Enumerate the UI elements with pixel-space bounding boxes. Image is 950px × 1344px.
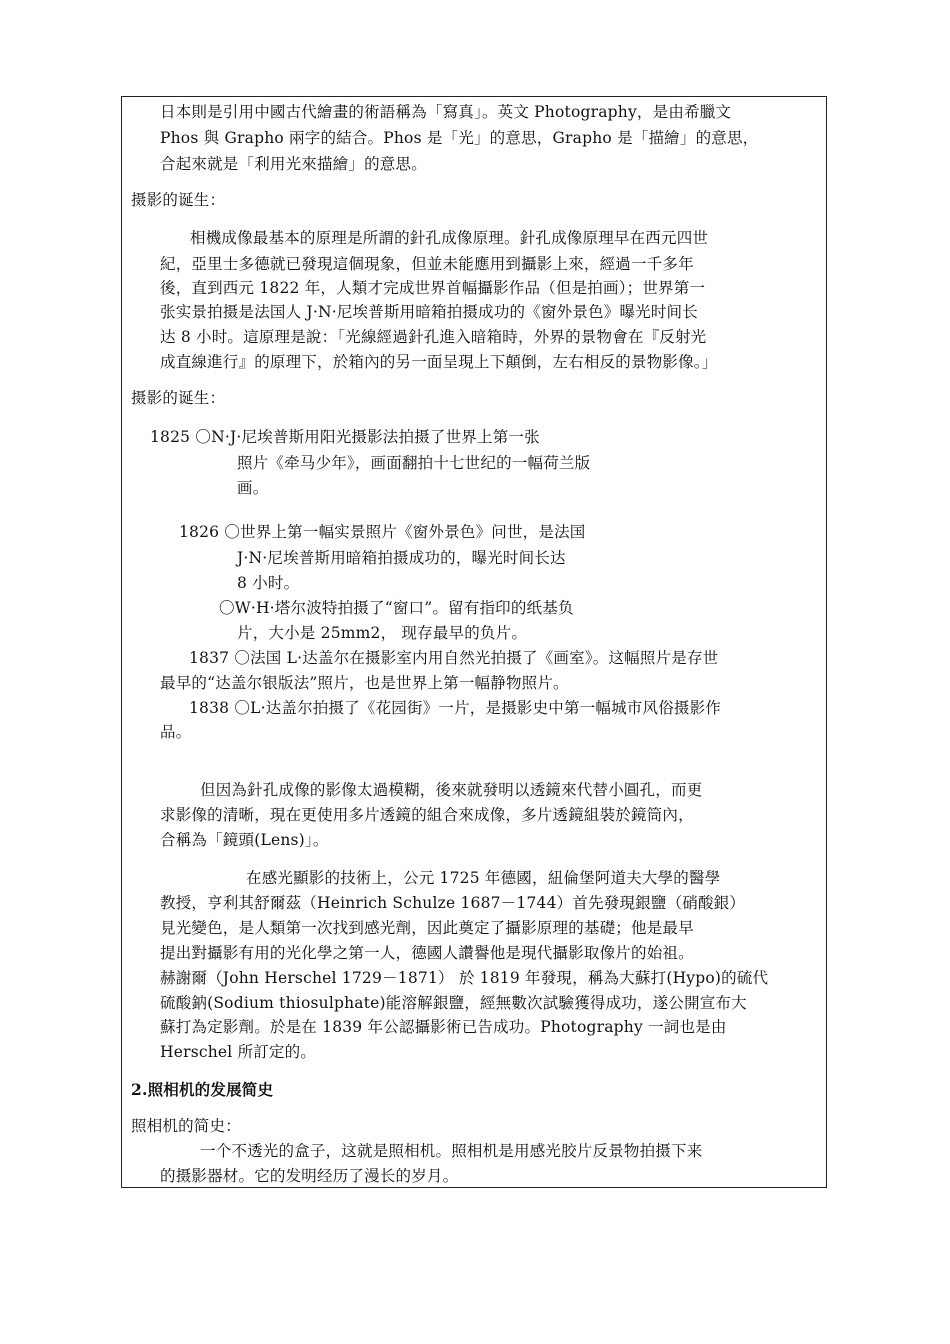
text-line: 张实景拍摄是法国人 J·N·尼埃普斯用暗箱拍摄成功的《窗外景色》曝光时间长: [160, 303, 698, 321]
text-line: 达 8 小时。這原理是說：「光線經過針孔進入暗箱時，外界的景物會在『反射光: [160, 328, 707, 346]
text-line: 提出對攝影有用的光化學之第一人，德國人讚譽他是現代攝影取像片的始祖。: [160, 944, 694, 962]
text-line: 片，大小是 25mm2， 现存最早的负片。: [237, 624, 528, 642]
text-line: 後，直到西元 1822 年，人類才完成世界首幅攝影作品（但是拍画）；世界第一: [160, 279, 706, 297]
timeline-entry: 〇W·H·塔尔波特拍摄了“窗口”。留有指印的纸基负: [219, 599, 574, 617]
text-line: 日本則是引用中國古代繪畫的術語稱為「寫真」。英文 Photography，是由希臘文: [160, 103, 732, 121]
text-line: 8 小时。: [237, 574, 300, 592]
text-line: 品。: [160, 723, 192, 741]
text-line: 一个不透光的盒子，这就是照相机。照相机是用感光胶片反景物拍摄下来: [200, 1142, 703, 1160]
text-line: Herschel 所訂定的。: [160, 1043, 317, 1061]
text-line: 硫酸鈉(Sodium thiosulphate)能溶解銀鹽，經無數次試驗獲得成功，遂公開宣布大: [160, 994, 747, 1012]
text-line: 紀，亞里士多德就已發現這個現象，但並未能應用到攝影上來，經過一千多年: [160, 255, 694, 273]
section-heading: 摄影的诞生：: [131, 389, 226, 407]
text-line: 照片《牵马少年》，画面翻拍十七世纪的一幅荷兰版: [237, 454, 591, 472]
text-line: 求影像的清晰，現在更使用多片透鏡的組合來成像，多片透鏡組裝於鏡筒內，: [160, 806, 694, 824]
chapter-heading: 2.照相机的发展简史: [131, 1080, 274, 1099]
text-line: 蘇打為定影劑。於是在 1839 年公認攝影術已告成功。Photography 一詞也是由: [160, 1018, 727, 1036]
timeline-entry: 1837 〇法国 L·达盖尔在摄影室内用自然光拍摄了《画室》。这幅照片是存世: [189, 649, 719, 667]
text-line: 見光變色，是人類第一次找到感光劑，因此奠定了攝影原理的基礎；他是最早: [160, 919, 694, 937]
section-heading: 照相机的简史：: [131, 1117, 241, 1135]
text-line: 画。: [237, 479, 269, 497]
text-line: 但因為針孔成像的影像太過模糊，後來就發明以透鏡來代替小圓孔，而更: [200, 781, 703, 799]
text-line: 教授，亨利其舒爾茲（Heinrich Schulze 1687－1744）首先發現銀鹽（硝酸銀）: [160, 894, 746, 912]
text-line: 合起來就是「利用光來描繪」的意思。: [160, 155, 427, 173]
text-line: 成直線進行』的原理下，於箱內的另一面呈現上下顛倒，左右相反的景物影像。」: [160, 353, 718, 371]
timeline-entry: 1825 〇N·J·尼埃普斯用阳光摄影法拍摄了世界上第一张: [150, 428, 540, 446]
text-line: 的摄影器材。它的发明经历了漫长的岁月。: [160, 1167, 459, 1185]
text-line: J·N·尼埃普斯用暗箱拍摄成功的，曝光时间长达: [237, 549, 566, 567]
timeline-entry: 1838 〇L·达盖尔拍摄了《花园街》一片，是摄影史中第一幅城市风俗摄影作: [189, 699, 721, 717]
text-line: 相機成像最基本的原理是所謂的針孔成像原理。針孔成像原理早在西元四世: [190, 229, 709, 247]
text-line: 赫謝爾（John Herschel 1729－1871） 於 1819 年發現，稱為大蘇打(Hypo)的硫代: [160, 969, 769, 987]
text-line: 合稱為「鏡頭(Lens)」。: [160, 831, 329, 849]
text-line: 在感光顯影的技術上，公元 1725 年德國，紐倫堡阿道夫大學的醫學: [246, 869, 721, 887]
timeline-entry: 1826 〇世界上第一幅实景照片《窗外景色》问世，是法国: [179, 523, 586, 541]
text-line: Phos 與 Grapho 兩字的結合。Phos 是「光」的意思，Grapho 是「描繪」的意思，: [160, 129, 759, 147]
section-heading: 摄影的诞生：: [131, 191, 226, 209]
text-line: 最早的“达盖尔银版法”照片，也是世界上第一幅静物照片。: [160, 674, 569, 692]
